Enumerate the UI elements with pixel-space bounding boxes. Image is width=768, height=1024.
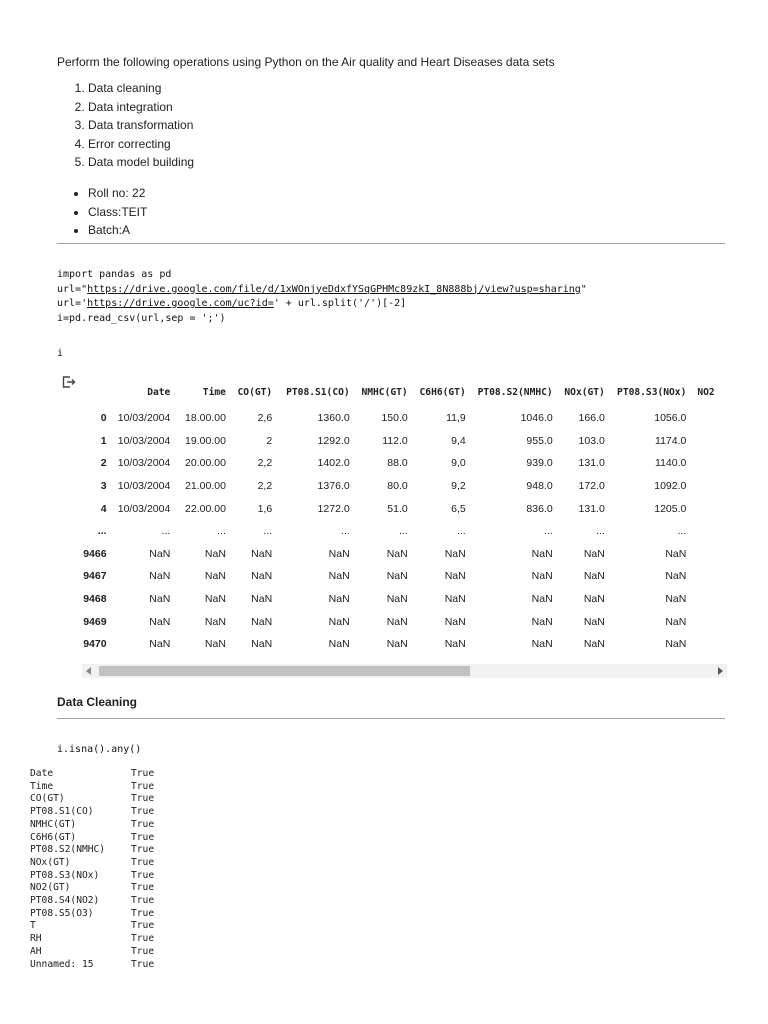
table-cell: 1272.0 (317, 502, 350, 515)
batch-label: • Batch:A (88, 221, 147, 240)
table-cell: NaN (444, 615, 466, 628)
table-cell: 2,2 (257, 457, 273, 470)
isna-row (30, 768, 154, 781)
horizontal-scrollbar[interactable] (82, 664, 727, 678)
isna-key: PT08.S2(NMHC) (30, 844, 106, 856)
table-cell: NaN (328, 570, 350, 583)
section-title: Data Cleaning (57, 695, 138, 709)
meta-list (57, 184, 147, 240)
isna-row (30, 857, 154, 870)
operations-list (57, 79, 194, 172)
isna-key: PT08.S3(NOx) (30, 869, 100, 881)
isna-output (30, 768, 154, 971)
isna-value: True (131, 831, 155, 843)
drive-link[interactable]: https://drive.google.com/file/d/1xWOnjyeDdxfYSqGPHMc89zkI_8N888bj/view?usp=sharing (87, 283, 581, 295)
isna-row (30, 882, 154, 895)
isna-key: PT08.S5(O3) (30, 907, 94, 919)
table-cell: NaN (444, 547, 466, 560)
table-row (82, 407, 727, 430)
table-row (82, 430, 727, 453)
operation-item: 5. Data model building (88, 153, 194, 172)
intro-text: Perform the following operations using Python on the Air quality and Heart Diseases data sets (57, 55, 555, 69)
table-cell: NaN (204, 638, 226, 649)
code-cell-isna[interactable]: i.isna().any() (57, 744, 142, 755)
isna-row (30, 908, 154, 921)
table-cell: NaN (328, 547, 350, 560)
isna-value: True (131, 780, 155, 792)
isna-key: Unnamed: 15 (30, 958, 94, 970)
table-cell: NaN (149, 638, 171, 649)
isna-key: Time (30, 780, 54, 792)
row-index: 9468 (83, 593, 107, 606)
table-cell: NaN (665, 547, 687, 560)
isna-row (30, 933, 154, 946)
isna-key: RH (30, 933, 42, 945)
row-index: 9470 (83, 638, 107, 649)
column-header: CO(GT) (237, 386, 273, 398)
table-cell: NaN (665, 638, 687, 649)
table-cell: 9,0 (451, 457, 466, 470)
table-cell: NaN (665, 593, 687, 606)
table-cell: 88.0 (387, 457, 408, 470)
isna-row (30, 946, 154, 959)
table-cell: 22.00.00 (185, 502, 226, 515)
table-cell: NaN (531, 615, 553, 628)
operation-item: 4. Error correcting (88, 135, 194, 154)
row-index: 9467 (83, 570, 107, 583)
table-cell: 1205.0 (654, 502, 687, 515)
isna-row (30, 832, 154, 845)
row-index: ... (97, 525, 107, 538)
table-cell: NaN (531, 570, 553, 583)
table-cell: 20.00.00 (185, 457, 226, 470)
isna-key: PT08.S4(NO2) (30, 895, 100, 907)
table-cell: NaN (204, 547, 226, 560)
table-cell: 103.0 (578, 434, 605, 447)
table-cell: NaN (444, 570, 466, 583)
table-cell: ... (398, 525, 408, 538)
column-header: C6H6(GT) (419, 386, 466, 398)
table-header-row (82, 377, 727, 407)
table-cell (697, 633, 727, 649)
table-row (82, 520, 727, 543)
table-row (82, 475, 727, 498)
table-cell: 955.0 (526, 434, 553, 447)
column-header: PT08.S3(NOx) (617, 386, 687, 398)
table-cell: NaN (531, 638, 553, 649)
code-line: i=pd.read_csv(url,sep = ';') (57, 312, 226, 324)
table-cell: 1,6 (257, 502, 273, 515)
table-cell: NaN (149, 570, 171, 583)
table-cell (697, 565, 727, 588)
table-cell: NaN (328, 615, 350, 628)
row-index: 3 (100, 480, 107, 493)
isna-key: NOx(GT) (30, 856, 71, 868)
table-row (82, 497, 727, 520)
isna-row (30, 806, 154, 819)
isna-key: T (30, 920, 36, 932)
divider (57, 243, 725, 244)
isna-key: NO2(GT) (30, 882, 71, 894)
column-header: Date (147, 386, 171, 398)
isna-row (30, 920, 154, 933)
drive-uc-link[interactable]: https://drive.google.com/uc?id= (87, 298, 274, 309)
table-cell: 1174.0 (655, 434, 687, 447)
table-cell: NaN (665, 570, 687, 583)
table-cell: 9,4 (451, 434, 466, 447)
divider (57, 718, 725, 719)
scroll-left-arrow-icon[interactable] (86, 667, 91, 675)
table-cell: NaN (531, 593, 553, 606)
table-cell: NaN (149, 547, 171, 560)
table-cell (697, 520, 727, 543)
table-cell: NaN (531, 547, 553, 560)
isna-key: C6H6(GT) (30, 831, 77, 843)
isna-row (30, 895, 154, 908)
isna-row (30, 844, 154, 857)
table-cell: NaN (328, 593, 350, 606)
table-cell: 21.00.00 (185, 480, 226, 493)
table-cell: NaN (583, 570, 605, 583)
row-index: 4 (100, 502, 107, 515)
table-cell: NaN (251, 547, 273, 560)
table-cell: 10/03/2004 (117, 434, 171, 447)
table-cell: 80.0 (387, 480, 408, 493)
table-cell (697, 497, 727, 520)
table-cell: 112.0 (382, 434, 408, 447)
table-cell: 1046.0 (520, 412, 553, 425)
table-cell (697, 452, 727, 475)
isna-value: True (131, 818, 155, 830)
isna-row (30, 781, 154, 794)
table-cell: NaN (444, 593, 466, 606)
table-cell (697, 543, 727, 566)
isna-value: True (131, 907, 155, 919)
scrollbar-thumb[interactable] (99, 666, 470, 676)
table-cell: 166.0 (578, 412, 605, 425)
table-cell (697, 588, 727, 611)
table-row (82, 588, 727, 611)
table-cell: 1292.0 (317, 434, 350, 447)
table-cell: NaN (328, 638, 350, 649)
code-cell-display[interactable]: i (57, 348, 64, 359)
isna-value: True (131, 856, 155, 868)
index-header (82, 377, 118, 407)
table-cell: ... (263, 525, 273, 538)
table-cell: NaN (251, 638, 273, 649)
isna-key: PT08.S1(CO) (30, 806, 94, 818)
table-cell: NaN (386, 638, 408, 649)
column-header: NO2 (697, 386, 715, 398)
operation-item: 1. Data cleaning (88, 79, 194, 98)
table-cell (697, 430, 727, 453)
table-cell: NaN (386, 570, 408, 583)
code-line: import pandas as pd (57, 269, 172, 280)
table-cell: 18.00.00 (185, 412, 226, 425)
table-row (82, 543, 727, 566)
table-cell: 1376.0 (317, 480, 350, 493)
table-cell: NaN (583, 615, 605, 628)
column-header: NOx(GT) (564, 386, 605, 398)
isna-value: True (131, 920, 155, 932)
isna-row (30, 793, 154, 806)
isna-key: Date (30, 768, 54, 779)
table-cell: ... (456, 525, 466, 538)
isna-value: True (131, 844, 155, 856)
table-cell: ... (543, 525, 553, 538)
column-header: PT08.S2(NMHC) (477, 386, 553, 398)
table-cell: 10/03/2004 (117, 412, 171, 425)
row-index: 9466 (83, 547, 107, 560)
scroll-right-arrow-icon[interactable] (718, 667, 723, 675)
column-header: Time (202, 386, 226, 398)
code-cell-load[interactable] (57, 268, 587, 326)
isna-value: True (131, 933, 155, 945)
table-cell: NaN (251, 570, 273, 583)
isna-value: True (131, 806, 155, 818)
table-cell (697, 610, 727, 633)
table-cell: 948.0 (526, 480, 553, 493)
isna-value: True (131, 895, 155, 907)
table-cell: 19.00.00 (185, 434, 226, 447)
table-cell: NaN (444, 638, 466, 649)
column-header: PT08.S1(CO) (286, 386, 350, 398)
isna-value: True (131, 793, 155, 805)
table-cell (697, 475, 727, 498)
table-cell: NaN (251, 593, 273, 606)
table-row (82, 610, 727, 633)
isna-value: True (131, 945, 155, 957)
row-index: 2 (100, 457, 107, 470)
table-row (82, 565, 727, 588)
table-cell: NaN (583, 547, 605, 560)
isna-row (30, 959, 154, 972)
table-cell: NaN (583, 593, 605, 606)
table-cell: ... (340, 525, 350, 538)
code-line: url="https://drive.google.com/file/d/1xWOnjyeDdxfYSqGPHMc89zkI_8N888bj/view?usp=sharing" (57, 283, 587, 295)
table-cell: 2,2 (257, 480, 273, 493)
table-cell (697, 407, 727, 430)
table-row (82, 633, 727, 649)
operation-item: 2. Data integration (88, 98, 194, 117)
isna-key: AH (30, 945, 42, 957)
table-cell: 939.0 (526, 457, 553, 470)
row-index: 9469 (83, 615, 107, 628)
code-line: url='https://drive.google.com/uc?id=' + url.split('/')[-2] (57, 298, 407, 309)
table-cell: NaN (204, 570, 226, 583)
table-cell: NaN (204, 615, 226, 628)
table-cell: 150.0 (381, 412, 408, 425)
table-cell: ... (677, 525, 687, 538)
table-cell: NaN (386, 593, 408, 606)
isna-key: NMHC(GT) (30, 818, 77, 830)
isna-value: True (131, 869, 155, 881)
table-cell: 10/03/2004 (117, 457, 171, 470)
table-cell: NaN (204, 593, 226, 606)
row-index: 1 (100, 434, 107, 447)
table-cell: NaN (149, 615, 171, 628)
output-redirect-icon[interactable] (62, 376, 76, 388)
operation-item: 3. Data transformation (88, 116, 194, 135)
table-cell: 836.0 (526, 502, 553, 515)
table-cell: 11,9 (446, 412, 466, 425)
table-cell: ... (161, 525, 171, 538)
table-cell: 172.0 (578, 480, 605, 493)
table-cell: NaN (149, 593, 171, 606)
table-cell: 2 (266, 434, 273, 447)
isna-row (30, 870, 154, 883)
isna-row (30, 819, 154, 832)
table-cell: 51.0 (387, 502, 408, 515)
table-cell: 1402.0 (317, 457, 350, 470)
table-cell: NaN (251, 615, 273, 628)
table-cell: NaN (386, 547, 408, 560)
column-header: NMHC(GT) (361, 386, 408, 398)
table-cell: ... (217, 525, 226, 538)
table-cell: 1092.0 (654, 480, 687, 493)
table-cell: NaN (665, 615, 687, 628)
table-cell: 1056.0 (654, 412, 687, 425)
row-index: 0 (100, 412, 107, 425)
table-cell: 1140.0 (655, 457, 687, 470)
roll-no: • Roll no: 22 (88, 184, 147, 203)
table-cell: 131.0 (578, 457, 605, 470)
table-row (82, 452, 727, 475)
table-cell: NaN (386, 615, 408, 628)
table-cell: 10/03/2004 (117, 502, 171, 515)
table-cell: 131.0 (578, 502, 605, 515)
table-cell: 1360.0 (317, 412, 350, 425)
table-cell: NaN (583, 638, 605, 649)
isna-value: True (131, 882, 155, 894)
table-cell: ... (596, 525, 605, 538)
table-cell: 2,6 (257, 412, 273, 425)
table-cell: 10/03/2004 (117, 480, 171, 493)
table-cell: 6,5 (451, 502, 466, 515)
class-label: • Class:TEIT (88, 203, 147, 222)
isna-value: True (131, 768, 155, 779)
isna-value: True (131, 958, 155, 970)
dataframe-table (82, 377, 727, 649)
dataframe-output (82, 377, 727, 649)
isna-key: CO(GT) (30, 793, 65, 805)
table-cell: 9,2 (451, 480, 466, 493)
